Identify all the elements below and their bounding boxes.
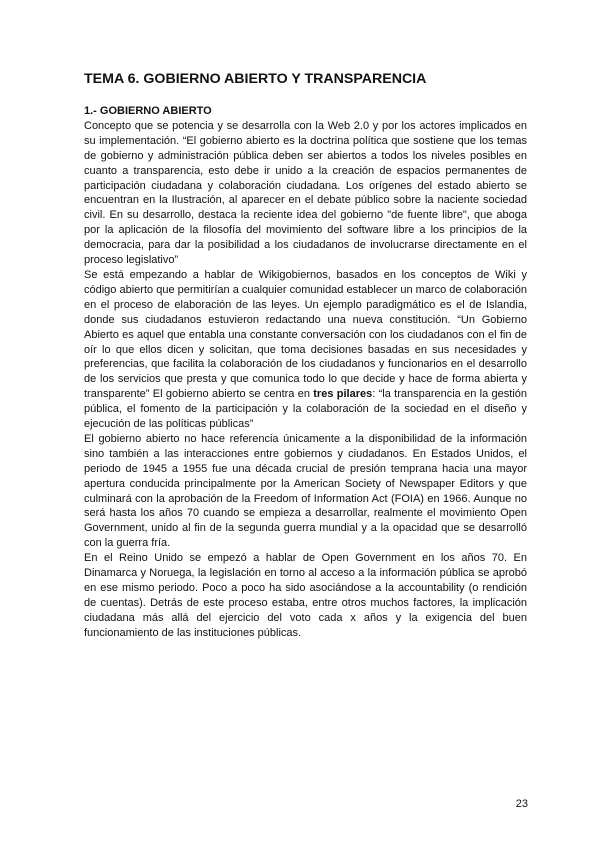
document-body (84, 104, 527, 641)
paragraph-3: El gobierno abierto no hace referencia únicamente a la disponibilidad de la información sino también a las interacciones entre gobiernos y ciudadanos. En Estados Unidos, el periodo de 1945 a 1955 fue una década crucial de presión temprana hacia una mayor apertura conducida principalmente por la American Society of Newspaper Editors y que culminará con la aprobación de la Freedom of Information Act (FOIA) en 1966. Aunque no será hasta los años 70 cuando se empieza a desarrollar, realmente el movimiento Open Government, unido al fin de la segunda guerra mundial y a la opacidad que se desarrolló con la guerra fría. (84, 432, 527, 550)
paragraph-1: Concepto que se potencia y se desarrolla con la Web 2.0 y por los actores implicados en su implementación. “El gobierno abierto es la doctrina política que sostiene que los temas de gobierno y administración pública deben ser abiertos a todos los niveles posibles en cuanto a transparencia, esto debe ir unido a la creación de espacios permanentes de participación ciudadana y colaboración ciudadana. Los orígenes del estado abierto se encuentran en la Ilustración, al aparecer en el debate público sobre la naciente sociedad civil. En su desarrollo, destaca la reciente idea del gobierno "de fuente libre", que aboga por la aplicación de la filosofía del movimiento del software libre a los principios de la democracia, para dar la posibilidad a los ciudadanos de involucrarse directamente en el proceso legislativo” (84, 119, 527, 267)
document-title: TEMA 6. GOBIERNO ABIERTO Y TRANSPARENCIA (84, 71, 427, 87)
bold-phrase: tres pilares (313, 388, 373, 401)
paragraph-2 (84, 268, 527, 432)
paragraph-2-continuation: : “la transparencia en la gestión pública, el fomento de la participación y la colaboración de la sociedad en el diseño y ejecución de las políticas públicas” (84, 388, 527, 431)
section-heading: 1.- GOBIERNO ABIERTO (84, 105, 212, 117)
paragraph-2-text: Se está empezando a hablar de Wikigobiernos, basados en los conceptos de Wiki y código abierto que permitirían a cualquier comunidad establecer un marco de colaboración en el proceso de elaboración de las leyes. Un ejemplo paradigmático es el de Islandia, donde sus ciudadanos estuvieron redactando una nueva constitución. “Un Gobierno Abierto es aquel que entabla una constante conversación con los ciudadanos con el fin de oír lo que ellos dicen y solicitan, que toma decisiones basadas en sus necesidades y preferencias, que facilita la colaboración de los ciudadanos y funcionarios en el desarrollo de los servicios que presta y que comunica todo lo que decide y hace de forma abierta y transparente” El gobierno abierto se centra en (84, 268, 527, 401)
paragraph-4: En el Reino Unido se empezó a hablar de Open Government en los años 70. En Dinamarca y Noruega, la legislación en torno al acceso a la información pública se aprobó en ese mismo periodo. Poco a poco ha sido asociándose a la accountability (o rendición de cuentas). Detrás de este proceso estaba, entre otros muchos factores, la implicación ciudadana más allá del ejercicio del voto cada x años y la exigencia del buen funcionamiento de las instituciones públicas. (84, 552, 527, 639)
page-number: 23 (515, 798, 528, 810)
